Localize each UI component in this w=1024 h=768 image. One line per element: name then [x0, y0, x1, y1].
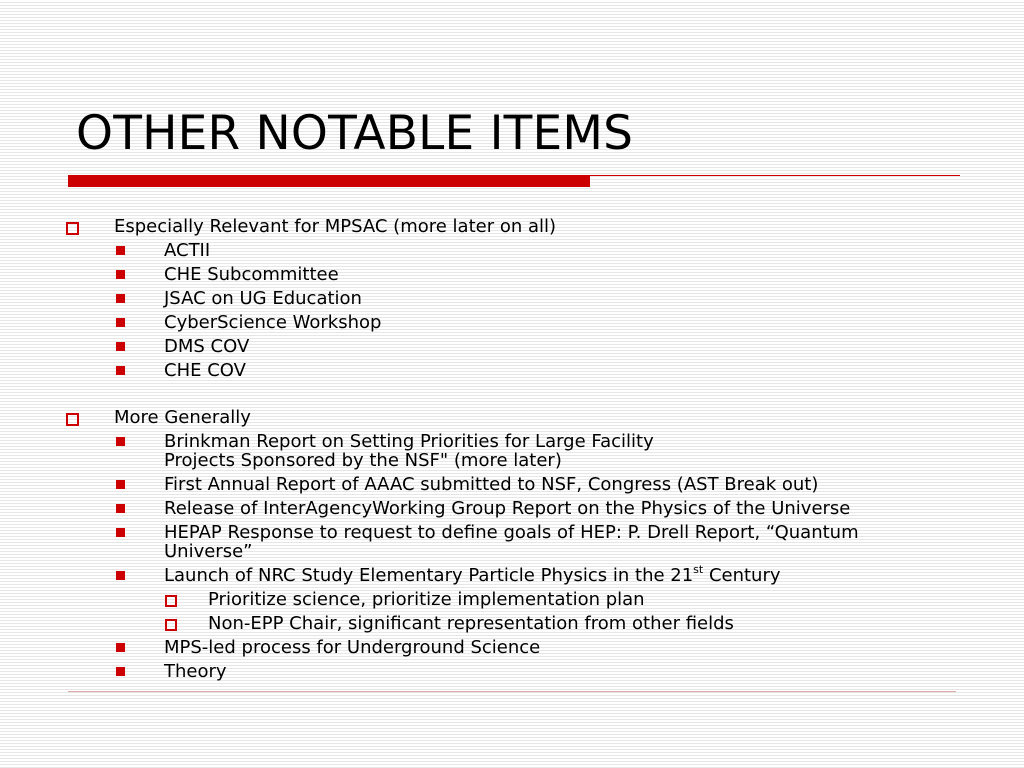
footer-divider	[68, 691, 956, 692]
list-item-text: Century	[703, 565, 781, 586]
list-item-line: HEPAP Response to request to define goals of HEP: P. Drell Report, “Quantum	[164, 522, 859, 543]
section-label: More Generally	[114, 407, 251, 428]
list-item-text: Launch of NRC Study Elementary Particle Physics in the 21	[164, 565, 694, 586]
section-label: Especially Relevant for MPSAC (more later on all)	[114, 216, 557, 237]
solid-square-bullet-icon	[116, 294, 125, 303]
list-item-label: MPS-led process for Underground Science	[164, 637, 541, 658]
solid-square-bullet-icon	[116, 366, 125, 375]
list-item-label	[164, 523, 859, 561]
list-item-label: Theory	[164, 661, 227, 682]
list-item-label: Release of InterAgencyWorking Group Report on the Physics of the Universe	[164, 498, 851, 519]
solid-square-bullet-icon	[116, 246, 125, 255]
solid-square-bullet-icon	[116, 667, 125, 676]
hollow-square-bullet-icon	[165, 619, 177, 631]
list-item-label	[164, 563, 781, 586]
solid-square-bullet-icon	[116, 528, 125, 537]
solid-square-bullet-icon	[116, 571, 125, 580]
list-item-label: JSAC on UG Education	[164, 288, 362, 309]
hollow-square-bullet-icon	[165, 595, 177, 607]
list-item-line: Brinkman Report on Setting Priorities for Large Facility	[164, 431, 654, 452]
slide-title: OTHER NOTABLE ITEMS	[76, 106, 634, 161]
list-item-line: Universe”	[164, 541, 253, 562]
sub-list-item-label: Prioritize science, prioritize implementation plan	[208, 589, 645, 610]
sub-list-item-label: Non-EPP Chair, significant representation from other fields	[208, 613, 734, 634]
hollow-square-bullet-icon	[66, 222, 79, 235]
solid-square-bullet-icon	[116, 270, 125, 279]
solid-square-bullet-icon	[116, 342, 125, 351]
solid-square-bullet-icon	[116, 437, 125, 446]
list-item-label: CHE Subcommittee	[164, 264, 339, 285]
list-item-label: CHE COV	[164, 360, 246, 381]
solid-square-bullet-icon	[116, 318, 125, 327]
title-accent-bar	[68, 175, 590, 187]
list-item-label	[164, 432, 654, 470]
list-item-line: Projects Sponsored by the NSF" (more later)	[164, 450, 562, 471]
solid-square-bullet-icon	[116, 643, 125, 652]
solid-square-bullet-icon	[116, 480, 125, 489]
superscript: st	[693, 563, 704, 576]
list-item-label: CyberScience Workshop	[164, 312, 382, 333]
list-item-label: First Annual Report of AAAC submitted to NSF, Congress (AST Break out)	[164, 474, 819, 495]
list-item-label: ACTII	[164, 240, 211, 261]
solid-square-bullet-icon	[116, 504, 125, 513]
list-item-label: DMS COV	[164, 336, 250, 357]
hollow-square-bullet-icon	[66, 413, 79, 426]
